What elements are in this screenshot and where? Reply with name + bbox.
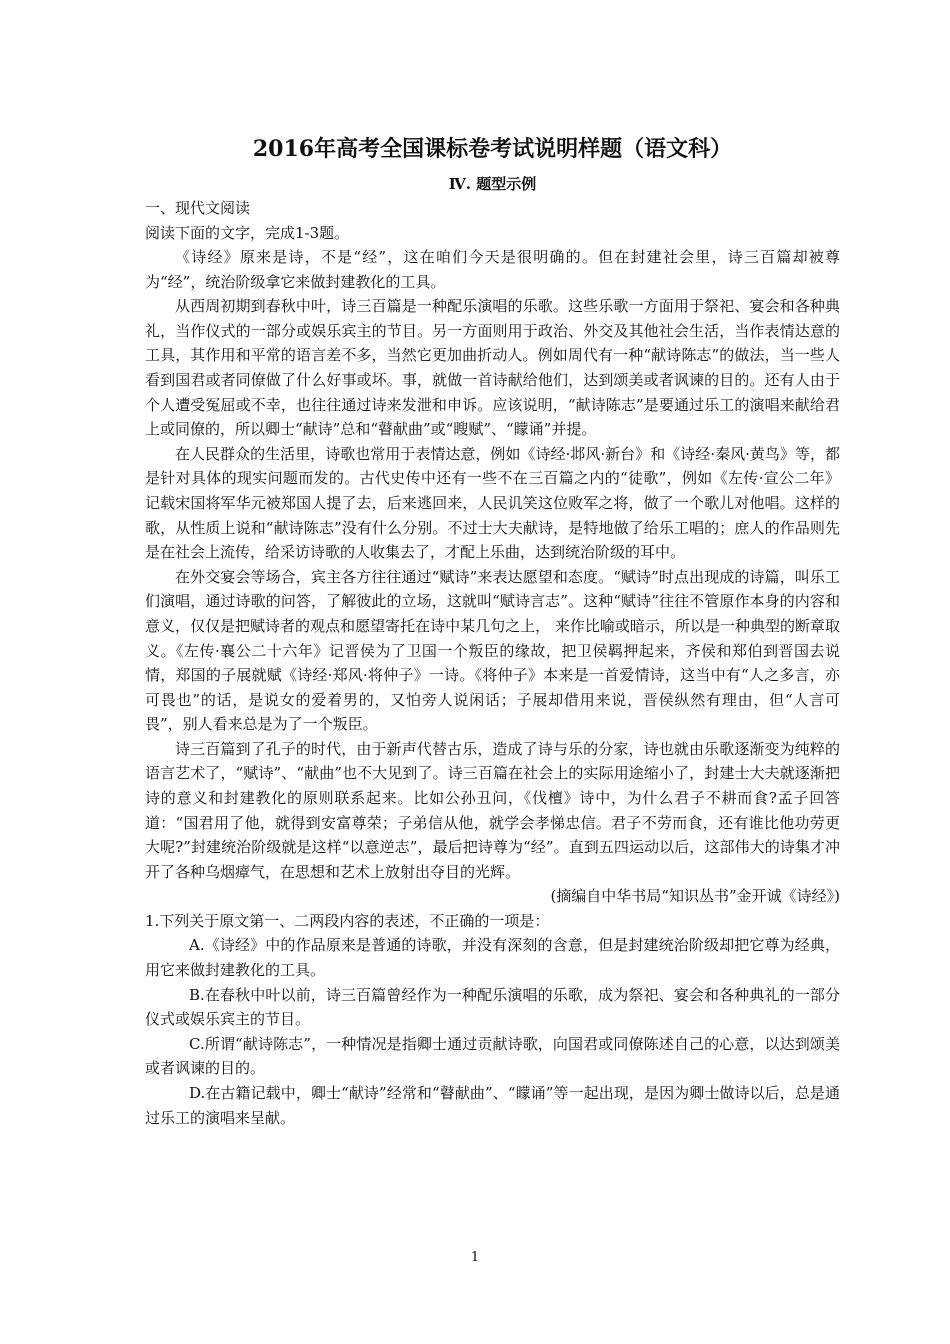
section-heading: 一、现代文阅读	[145, 199, 251, 217]
question-stem: 1.下列关于原文第一、二两段内容的表述，不正确的一项是：	[145, 911, 550, 930]
document-title: 2016年高考全国课标卷考试说明样题（语文科）	[252, 136, 733, 162]
section-subtitle: Ⅳ. 题型示例	[448, 175, 537, 193]
passage-paragraph-2: 从西周初期到春秋中叶，诗三百篇是一种配乐演唱的乐歌。这些乐歌一方面用于祭祀、宴会和各种典礼，当作仪式的一部分或娱乐宾主的节目。另一方面则用于政治、外交及其他社会生活，当作表情达意的工具，其作用和平常的语言差不多，当然它更加曲折动人。例如周代有一种“献诗陈志”的做法，当一些人看到国君或者同僚做了什么好事或坏。事，就做一首诗献给他们，达到颂美或者讽谏的目的。还有人由于个人遭受冤屈或不幸，也往往通过诗来发泄和申诉。应该说明，“献诗陈志”是要通过乐工的演唱来献给君上或同僚的，所以卿士“献诗”总和“瞽献曲”或“瞍赋”、“矇诵”并提。	[145, 297, 840, 439]
answer-option-b: B.在春秋中叶以前，诗三百篇曾经作为一种配乐演唱的乐歌，成为祭祀、宴会和各种典礼的一部分仪式或娱乐宾主的节目。	[145, 985, 840, 1029]
answer-option-a: A.《诗经》中的作品原来是普通的诗歌，并没有深刻的含意，但是封建统治阶级却把它尊为经典，用它来做封建教化的工具。	[145, 936, 840, 980]
reading-instruction: 阅读下面的文字，完成1-3题。	[145, 223, 350, 242]
source-citation: (摘编自中华书局“知识丛书”金开诚《诗经》)	[550, 887, 840, 906]
passage-paragraph-1: 《诗经》原来是诗，不是“经”，这在咱们今天是很明确的。但在封建社会里，诗三百篇却被尊为“经”，统治阶级拿它来做封建教化的工具。	[145, 248, 840, 291]
answer-option-c: C.所谓“献诗陈志”，一种情况是指卿士通过贡献诗歌，向国君或同僚陈述自己的心意，以达到颂美或者讽谏的目的。	[145, 1034, 840, 1078]
passage-paragraph-5: 诗三百篇到了孔子的时代，由于新声代替古乐，造成了诗与乐的分家，诗也就由乐歌逐渐变为纯粹的语言艺术了，“赋诗”、“献曲”也不大见到了。诗三百篇在社会上的实际用途缩小了，封建士大夫就逐渐把诗的意义和封建教化的原则联系起来。比如公孙丑问，《伐檀》诗中，为什么君子不耕而食?孟子回答道：“国君用了他，就得到安富尊荣；子弟信从他，就学会孝悌忠信。君子不劳而食，还有谁比他功劳更大呢?”封建统治阶级就是这样“以意逆志”，最后把诗尊为“经”。直到五四运动以后，这部伟大的诗集才冲开了各种乌烟瘴气，在思想和艺术上放射出夺目的光辉。	[145, 739, 840, 881]
passage-paragraph-3: 在人民群众的生活里，诗歌也常用于表情达意，例如《诗经·邶风·新台》和《诗经·秦风·黄鸟》等，都是针对具体的现实问题而发的。古代史传中还有一些不在三百篇之内的“徒歌”，例如《左传·宣公二年》记载宋国将军华元被郑国人提了去，后来逃回来，人民讥笑这位败军之将，做了一个歌儿对他唱。这样的歌，从性质上说和“献诗陈志”没有什么分别。不过士大夫献诗，是特地做了给乐工唱的；庶人的作品则先是在社会上流传，给采访诗歌的人收集去了，才配上乐曲，达到统治阶级的耳中。	[145, 444, 840, 562]
page-number: 1	[470, 1250, 480, 1265]
document-body	[145, 132, 840, 1130]
answer-option-d: D.在古籍记载中，卿士“献诗”经常和“瞽献曲”、“矇诵”等一起出现，是因为卿士做诗以后，总是通过乐工的演唱来呈献。	[145, 1084, 840, 1127]
passage-paragraph-4: 在外交宴会等场合，宾主各方往往通过“赋诗”来表达愿望和态度。“赋诗”时点出现成的诗篇，叫乐工们演唱，通过诗歌的问答，了解彼此的立场，这就叫“赋诗言志”。这种“赋诗”往往不管原作本身的内容和意义，仅仅是把赋诗者的观点和愿望寄托在诗中某几句之上， 来作比喻或暗示，所以是一种典型的断章取义。《左传·襄公二十六年》记晋侯为了卫国一个叛臣的缘故，把卫侯羁押起来，齐侯和郑伯到晋国去说情，郑国的子展就赋《诗经·郑风·将仲子》一诗。《将仲子》本来是一首爱情诗，这当中有“人之多言，亦可畏也”的话，是说女的爱着男的，又怕旁人说闲话；子展却借用来说，晋侯纵然有理由，但“人言可畏”，别人看来总是为了一个叛臣。	[145, 567, 840, 734]
